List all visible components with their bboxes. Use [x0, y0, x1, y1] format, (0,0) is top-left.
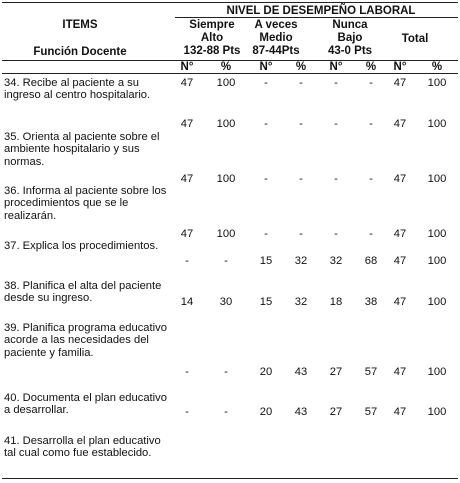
table-cell: 14 — [180, 296, 194, 308]
group-header-a-veces-line3: 87-44Pts — [252, 45, 300, 57]
table-cell: 47 — [393, 366, 407, 378]
table-cell: - — [264, 228, 268, 240]
item-text: 39. Planifica programa educativo acorde a las necesidades del paciente y familia. — [4, 322, 167, 359]
items-header: ITEMS — [62, 19, 98, 31]
item-text: 35. Orienta al paciente sobre el ambiente hospitalario y sus normas. — [4, 131, 160, 168]
group-header-nunca-line1: Nunca — [332, 19, 368, 31]
table-cell: 20 — [259, 366, 273, 378]
item-text: 40. Documenta el plan educativo a desarrollar. — [4, 392, 167, 417]
table-cell: - — [299, 77, 303, 89]
table-cell: - — [185, 366, 189, 378]
table-cell: - — [299, 228, 303, 240]
table-cell: 32 — [329, 255, 343, 267]
table-cell: 100 — [216, 118, 236, 130]
subheader-col-3: % — [295, 61, 307, 73]
table-cell: 100 — [427, 173, 447, 185]
subheader-col-5: % — [365, 61, 377, 73]
table-cell: 30 — [219, 296, 233, 308]
subheader-col-4: N° — [329, 61, 343, 73]
funcion-docente-header: Función Docente — [33, 46, 127, 58]
table-cell: - — [369, 228, 373, 240]
group-header-nunca-line3: 43-0 Pts — [327, 45, 373, 57]
table-cell: - — [369, 173, 373, 185]
table-cell: - — [224, 366, 228, 378]
table-cell: 100 — [427, 366, 447, 378]
table-cell: 47 — [393, 255, 407, 267]
table-cell: 68 — [364, 255, 378, 267]
table-cell: 47 — [393, 173, 407, 185]
group-header-siempre-line3: 132-88 Pts — [183, 45, 241, 57]
table-cell: 100 — [427, 406, 447, 418]
table-cell: - — [334, 118, 338, 130]
table-cell: - — [264, 77, 268, 89]
subheader-col-0: N° — [180, 61, 194, 73]
table-cell: 57 — [364, 406, 378, 418]
table-cell: 100 — [427, 296, 447, 308]
group-header-nunca-line2: Bajo — [337, 32, 363, 44]
table-cell: 100 — [427, 77, 447, 89]
table-bottom-border — [2, 478, 458, 479]
table-cell: 27 — [329, 406, 343, 418]
table-cell: - — [185, 255, 189, 267]
subheader-col-1: % — [220, 61, 232, 73]
table-cell: 100 — [216, 228, 236, 240]
table-cell: - — [299, 118, 303, 130]
item-text: 34. Recibe al paciente a su ingreso al centro hospitalario. — [4, 77, 151, 102]
table-cell: 43 — [294, 406, 308, 418]
table-cell: - — [334, 228, 338, 240]
table-cell: 47 — [393, 118, 407, 130]
table-cell: 47 — [393, 296, 407, 308]
table-cell: - — [224, 406, 228, 418]
item-text: 41. Desarrolla el plan educativo tal cual como fue establecido. — [4, 435, 161, 460]
table-cell: 15 — [259, 296, 273, 308]
item-text: 38. Planifica el alta del paciente desde su ingreso. — [4, 280, 162, 305]
table-cell: - — [224, 255, 228, 267]
table-cell: 47 — [180, 228, 194, 240]
subheader-col-6: N° — [393, 61, 407, 73]
table-cell: 15 — [259, 255, 273, 267]
group-header-siempre-line1: Siempre — [189, 19, 235, 31]
table-cell: 47 — [180, 118, 194, 130]
table-cell: 18 — [329, 296, 343, 308]
table-cell: - — [264, 118, 268, 130]
table-cell: 20 — [259, 406, 273, 418]
table-top-border — [2, 2, 458, 3]
table-cell: 32 — [294, 296, 308, 308]
table-cell: 38 — [364, 296, 378, 308]
table-cell: 47 — [393, 406, 407, 418]
table-cell: - — [369, 118, 373, 130]
subheader-col-7: % — [431, 61, 443, 73]
table-cell: - — [264, 173, 268, 185]
nivel-desempeno-header: NIVEL DE DESEMPEÑO LABORAL — [226, 5, 416, 17]
table-cell: 43 — [294, 366, 308, 378]
table-cell: 57 — [364, 366, 378, 378]
table-cell: 100 — [216, 173, 236, 185]
subheader-col-2: N° — [259, 61, 273, 73]
table-cell: 100 — [427, 228, 447, 240]
table-cell: - — [369, 77, 373, 89]
table-cell: - — [185, 406, 189, 418]
table-cell: 47 — [180, 173, 194, 185]
group-header-total-line1: Total — [401, 33, 429, 45]
table-cell: 32 — [294, 255, 308, 267]
item-text: 37. Explica los procedimientos. — [4, 240, 159, 252]
table-cell: 47 — [393, 228, 407, 240]
table-cell: - — [334, 77, 338, 89]
group-header-a-veces-line1: A veces — [254, 19, 298, 31]
table-cell: 100 — [216, 77, 236, 89]
group-header-a-veces-line2: Medio — [259, 32, 293, 44]
table-cell: - — [334, 173, 338, 185]
table-cell: 100 — [427, 255, 447, 267]
table-cell: 47 — [393, 77, 407, 89]
group-header-siempre-line2: Alto — [200, 32, 224, 44]
table-cell: 27 — [329, 366, 343, 378]
table-cell: 100 — [427, 118, 447, 130]
table-cell: 47 — [180, 77, 194, 89]
header-underline — [175, 17, 458, 18]
item-text: 36. Informa al paciente sobre los procedimientos que se le realizarán. — [4, 185, 167, 222]
table-cell: - — [299, 173, 303, 185]
